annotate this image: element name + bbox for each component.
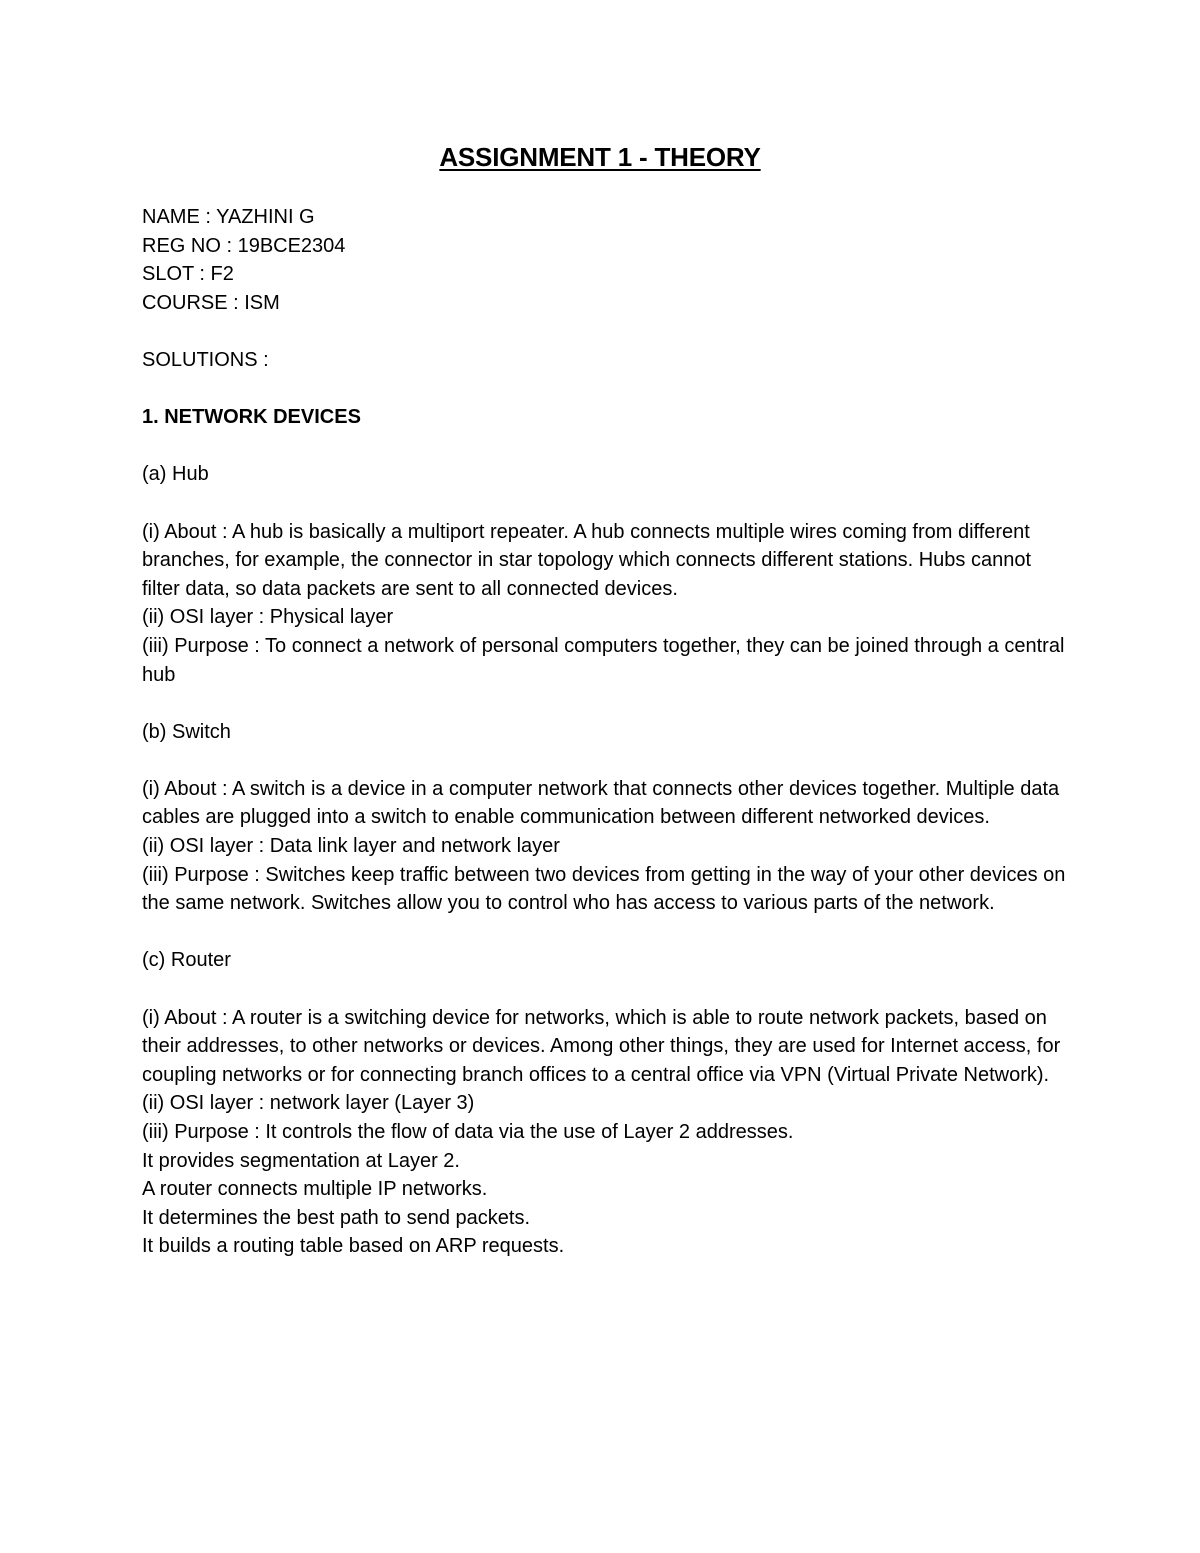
router-label: (c) Router [142,949,231,972]
router-point: A router connects multiple IP networks. [142,1178,488,1201]
switch-about: (i) About : A switch is a device in a computer network that connects other devices together. Multiple data cables are plugged into a switch to enable communication between different networked devices. [142,777,1060,829]
router-osi-layer: (ii) OSI layer : network layer (Layer 3) [142,1092,475,1115]
router-point: It provides segmentation at Layer 2. [142,1149,460,1172]
router-about: (i) About : A router is a switching device for networks, which is able to route network packets, based on their addresses, to other networks or devices. Among other things, they are used for Internet access, for coupling networks or for connecting branch offices to a central office via VPN (Virtual Private Network). [142,1006,1061,1086]
router-purpose: (iii) Purpose : It controls the flow of data via the use of Layer 2 addresses. [142,1121,794,1143]
hub-label: (a) Hub [142,463,209,486]
switch-label: (b) Switch [142,720,231,743]
course: COURSE : ISM [142,291,280,314]
solutions-label: SOLUTIONS : [142,348,269,371]
switch-osi-layer: (ii) OSI layer : Data link layer and network layer [142,835,560,858]
student-name: NAME : YAZHINI G [142,206,315,228]
document-body [142,203,1072,1261]
router-point: It builds a routing table based on ARP requests. [142,1235,565,1258]
hub-osi-layer: (ii) OSI layer : Physical layer [142,606,394,629]
router-point: It determines the best path to send packets. [142,1206,531,1229]
section-heading: 1. NETWORK DEVICES [142,406,361,429]
registration-number: REG NO : 19BCE2304 [142,234,346,257]
hub-purpose: (iii) Purpose : To connect a network of personal computers together, they can be joined through a central hub [142,634,1065,686]
slot: SLOT : F2 [142,263,234,286]
switch-purpose: (iii) Purpose : Switches keep traffic between two devices from getting in the way of your other devices on the same network. Switches allow you to control who has access to various parts of the network. [142,863,1066,915]
hub-about: (i) About : A hub is basically a multiport repeater. A hub connects multiple wires coming from different branches, for example, the connector in star topology which connects different stations. Hubs cannot filter data, so data packets are sent to all connected devices. [142,520,1032,600]
document-title: ASSIGNMENT 1 - THEORY [439,142,761,172]
